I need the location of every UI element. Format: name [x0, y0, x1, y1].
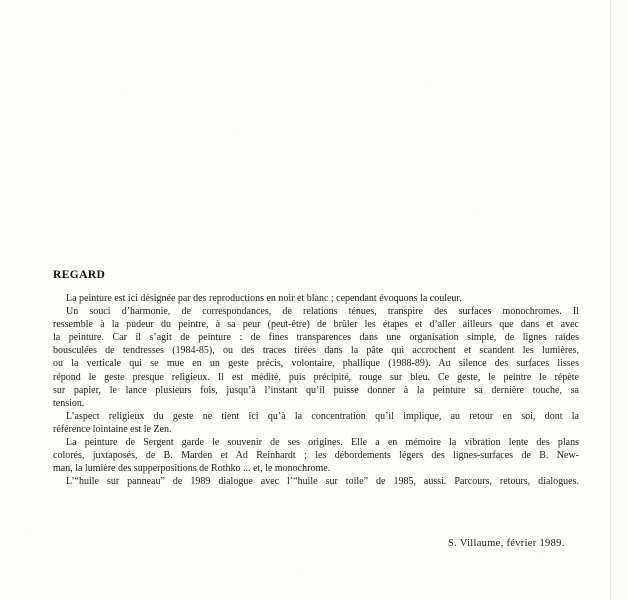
- text-line: répond le geste presque religieux. Il est médité, puis précipité, rouge sur bleu. Ce geste, le peintre le répète: [53, 371, 579, 383]
- page-title: REGARD: [53, 269, 106, 281]
- scan-margin: [611, 0, 628, 600]
- text-line: La peinture est ici désignée par des reproductions en noir et blanc ; cependant évoquons la couleur.: [66, 293, 462, 304]
- text-line: ou la verticale qui se mue en un geste précis, volontaire, phallique (1988-89). Au silence des surfaces lisses: [53, 358, 579, 370]
- text-line: L’“huile sur panneau” de 1989 dialogue avec l’“huile sur toile” de 1985, aussi. Parcours, retours, dialogues.: [66, 476, 579, 488]
- text-line: La peinture de Sergent garde le souvenir de ses origines. Elle a en mémoire la vibration lente des plans: [66, 437, 579, 449]
- signature: S. Villaume, février 1989.: [448, 538, 565, 549]
- text-line: Un souci d’harmonie, de correspondances, de relations ténues, transpire des surfaces monochromes. Il: [66, 306, 579, 318]
- text-line: tension.: [53, 397, 85, 409]
- text-line: L’aspect religieux du geste ne tient ici qu’à la concentration qu’il implique, au retour en soi, dont la: [66, 410, 579, 422]
- text-line: la peinture. Car il s’agit de peinture : de fines transparences dans une organisation simple, de lignes raides: [53, 332, 579, 344]
- text-line: ressemble à la pudeur du peintre, à sa peur (peut-être) de brûler les étapes et d’aller ailleurs que dans et avec: [53, 319, 579, 331]
- text-line: colorés, juxtaposés, de B. Marden et Ad Reinhardt ; les débordements légers des lignes-surfaces de B. New-: [53, 450, 579, 462]
- text-line: sur papier, le lance plusieurs fois, jusqu’à l’instant qu’il puisse donner à la peinture sa dernière touche, sa: [53, 384, 579, 396]
- text-line: référence lointaine est le Zen.: [53, 423, 172, 435]
- text-line: bousculées de tendresses (1984-85), ou des traces tirées dans la pâte qui accrochent et scandent les lumières,: [53, 345, 579, 357]
- text-line: man, la lumière des supperpositions de Rothko ... et, le monochrome.: [53, 463, 331, 475]
- body-text: [53, 292, 579, 488]
- scan-speckles: [120, 95, 121, 96]
- scan-edge-line: [610, 0, 611, 600]
